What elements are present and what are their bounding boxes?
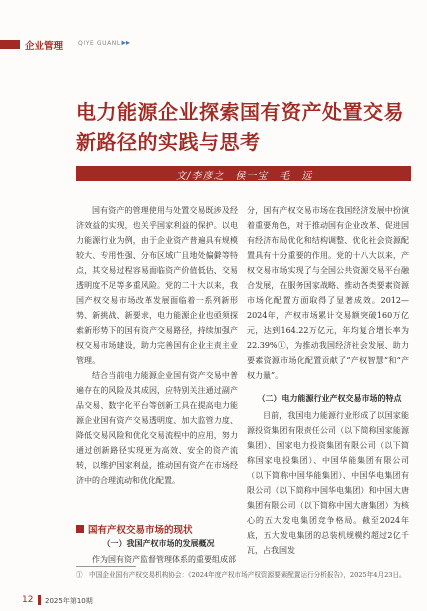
byline: 文/李彦之 侯一宝 毛 远 xyxy=(176,171,313,182)
paragraph: 国有资产的管理使用与处置交易既涉及经济效益的实现，也关乎国家利益的保护。以电力能源行业为例，由于企业资产普遍具有规模较大、专用性强、分布区域广且地处偏僻等特点，其交易过程容易面临资产价值低估、交易透明度不足等多重风险。党的二十大以来，我国产权交易市场改革发展面临着一系列新形势、新挑战、新要求，电力能源企业也亟须探索新形势下的国有资产交易路径，持续加强产权交易市场建设，助力完善国有企业主责主业管理。 xyxy=(76,206,238,365)
footnote-rule xyxy=(76,566,136,567)
section-header xyxy=(0,38,427,52)
section-color-bar xyxy=(0,40,20,49)
section-pinyin: QIYE GUANLI xyxy=(78,40,124,47)
chevron-right-icon: ▸▸ xyxy=(122,38,131,47)
paragraph: 分，国有产权交易市场在我国经济发展中扮演着重要角色，对于推动国有企业改革、促进国有经济布局优化和结构调整、优化社会资源配置具有十分重要的作用。党的十八大以来，产权交易市场实现了与全国公共资源交易平台融合发展，在服务国家战略、推动各类要素资源市场化配置方面取得了显著成效。2012—2024年，产权市场累计交易额突破160万亿元，达到164.22万亿元，年均复合增长率为22.39%①，为推动我国经济社会发展、助力要素资源市场化配置贡献了“产权智慧”和“产权力量”。 xyxy=(247,206,409,380)
subsection-heading: （一）我国产权市场的发展概况 xyxy=(102,539,215,548)
paragraph: 结合当前电力能源企业国有资产交易中普遍存在的风险及其成因，应特别关注通过副产品交易、数字化平台等创新工具在提高电力能源企业国有资产交易透明度、加大监管力度、降低交易风险和优化交易流程中的应用，努力通过创新路径实现更为高效、安全的资产流转，以维护国家利益，推动国有资产在市场经济中的合理流动和优化配置。 xyxy=(76,371,238,485)
footnote: ① 中国企业国有产权交易机构协会：《2024年度产权市场产权资源要素配置运行分析报告》，2025年4月23日。 xyxy=(76,571,406,579)
section-heading xyxy=(76,521,241,537)
section-heading-text: 国有产权交易市场的现状 xyxy=(88,525,193,536)
left-column-tail xyxy=(76,552,238,567)
page-number: 12 xyxy=(22,595,34,605)
right-column xyxy=(247,203,409,383)
left-column xyxy=(76,203,238,488)
byline-bar xyxy=(76,166,411,181)
right-column-part2 xyxy=(247,408,409,558)
article-title: 电力能源企业探索国有资产处置交易新路径的实践与思考 xyxy=(76,100,404,154)
paragraph: 目前，我国电力能源行业形成了以国家能源投资集团有限责任公司（以下简称国家能源集团）、国家电力投资集团有限公司（以下简称国家电投集团）、中国华能集团有限公司（以下简称中国华能集团）、中国华电集团有限公司（以下简称中国华电集团）和中国大唐集团有限公司（以下简称中国大唐集团）为核心的五大发电集团竞争格局。截至2024年底，五大发电集团的总装机规模约超过2亿千瓦，占我国发 xyxy=(247,411,409,555)
square-icon xyxy=(76,525,84,533)
page-number-bar xyxy=(38,595,41,605)
section-name: 企业管理 xyxy=(25,41,64,52)
issue-label: 2025年第10期 xyxy=(45,597,93,605)
subsection-heading: （二）电力能源行业产权交易市场的特点 xyxy=(257,394,402,403)
paragraph: 作为国有资产监督管理体系的重要组成部 xyxy=(92,555,236,564)
